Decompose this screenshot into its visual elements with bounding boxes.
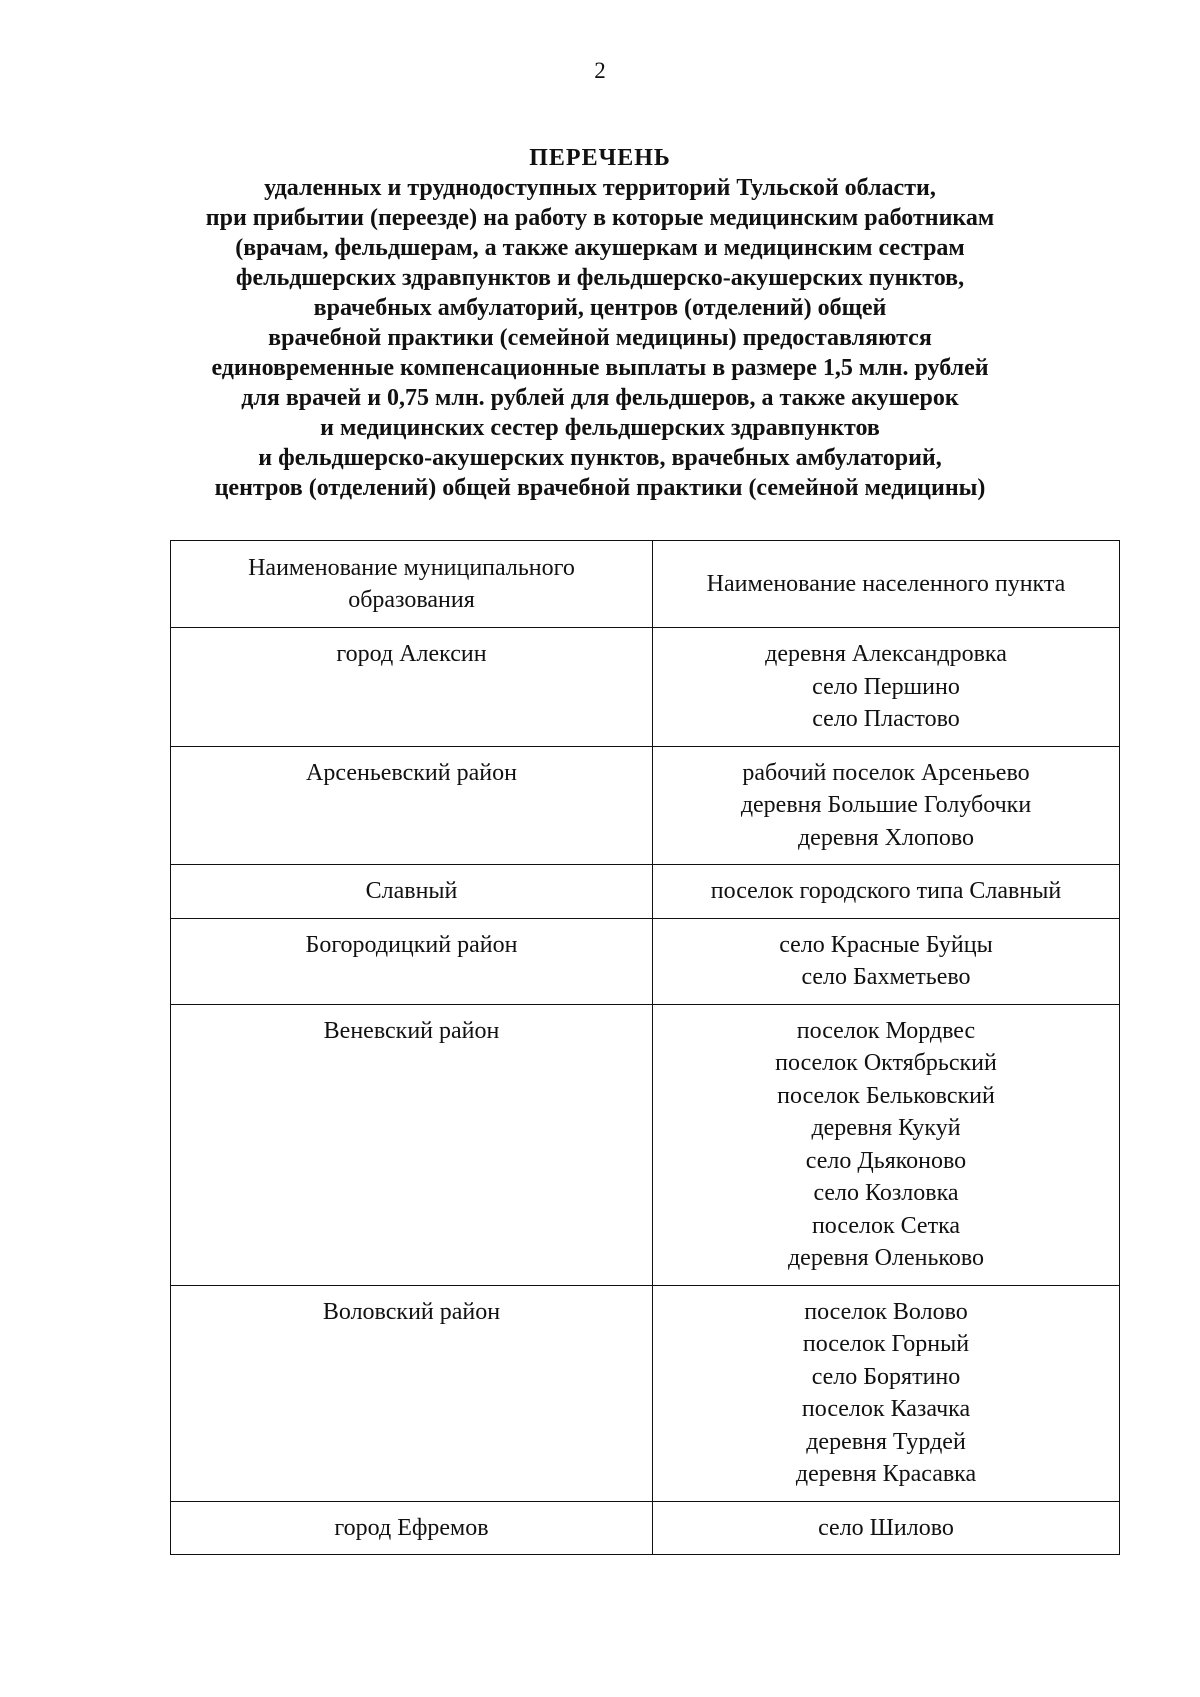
heading-title: ПЕРЕЧЕНЬ bbox=[529, 145, 671, 171]
heading-line: фельдшерских здравпунктов и фельдшерско-акушерских пунктов, bbox=[235, 265, 965, 291]
header-municipality-line: образования bbox=[348, 587, 475, 613]
table-row bbox=[171, 1501, 1120, 1555]
heading-line: и медицинских сестер фельдшерских здравпунктов bbox=[320, 415, 880, 441]
settlement-name: поселок Казачка bbox=[801, 1396, 971, 1422]
settlement-name: село Борятино bbox=[811, 1363, 961, 1390]
settlement-name: поселок Бельковский bbox=[777, 1082, 995, 1109]
settlement-name: село Бахметьево bbox=[801, 964, 971, 990]
heading-line: (врачам, фельдшерам, а также акушеркам и медицинским сестрам bbox=[235, 235, 965, 261]
table-row bbox=[171, 1004, 1120, 1285]
settlement-name: рабочий поселок Арсеньево bbox=[742, 759, 1030, 786]
municipality-name: Богородицкий район bbox=[305, 931, 518, 958]
settlement-name: деревня Красавка bbox=[795, 1461, 977, 1487]
municipality-name: Арсеньевский район bbox=[306, 759, 517, 786]
heading-line: и фельдшерско-акушерских пунктов, врачебных амбулаторий, bbox=[258, 445, 942, 471]
municipality-name: Воловский район bbox=[322, 1298, 501, 1325]
document-heading bbox=[100, 143, 1100, 503]
settlements-cell bbox=[653, 1285, 1120, 1501]
municipality-cell bbox=[171, 1285, 653, 1501]
heading-line: единовременные компенсационные выплаты в размере 1,5 млн. рублей bbox=[211, 355, 989, 381]
settlement-name: деревня Оленьково bbox=[787, 1245, 985, 1271]
municipality-name: город Ефремов bbox=[334, 1514, 489, 1541]
settlements-cell bbox=[653, 1501, 1120, 1555]
municipality-cell bbox=[171, 1501, 653, 1555]
settlement-name: поселок Сетка bbox=[811, 1212, 961, 1239]
heading-line: при прибытии (переезде) на работу в которые медицинским работникам bbox=[205, 205, 995, 231]
settlement-name: деревня Хлопово bbox=[797, 824, 975, 851]
heading-line: для врачей и 0,75 млн. рублей для фельдшеров, а также акушерок bbox=[241, 385, 959, 411]
territories-table bbox=[170, 540, 1120, 1555]
municipality-name: Веневский район bbox=[323, 1017, 500, 1044]
table-body bbox=[171, 628, 1120, 1555]
settlements-cell bbox=[653, 865, 1120, 919]
table-row bbox=[171, 628, 1120, 747]
header-municipality-line: Наименование муниципального bbox=[248, 554, 575, 581]
page-number: 2 bbox=[594, 58, 606, 83]
settlement-name: село Красные Буйцы bbox=[779, 931, 993, 958]
header-municipality bbox=[171, 541, 653, 628]
municipality-name: Славный bbox=[365, 878, 458, 904]
heading-line: центров (отделений) общей врачебной практики (семейной медицины) bbox=[214, 475, 986, 501]
municipality-cell bbox=[171, 918, 653, 1004]
municipality-cell bbox=[171, 628, 653, 747]
settlement-name: село Першино bbox=[812, 673, 960, 700]
table-header-row bbox=[171, 541, 1120, 628]
settlement-name: село Шилово bbox=[818, 1514, 954, 1541]
settlement-name: деревня Александровка bbox=[765, 641, 1007, 667]
settlement-name: поселок Октябрьский bbox=[775, 1050, 997, 1076]
settlement-name: поселок Волово bbox=[804, 1298, 968, 1325]
municipality-name: город Алексин bbox=[336, 641, 487, 667]
table-row bbox=[171, 1285, 1120, 1501]
settlements-cell bbox=[653, 918, 1120, 1004]
municipality-cell bbox=[171, 865, 653, 919]
settlements-cell bbox=[653, 746, 1120, 865]
table-row bbox=[171, 865, 1120, 919]
municipality-cell bbox=[171, 746, 653, 865]
header-settlement: Наименование населенного пункта bbox=[653, 541, 1120, 628]
settlement-name: деревня Кукуй bbox=[811, 1115, 961, 1141]
heading-line: врачебной практики (семейной медицины) предоставляются bbox=[268, 325, 932, 351]
heading-line: удаленных и труднодоступных территорий Тульской области, bbox=[264, 175, 936, 201]
settlement-name: деревня Большие Голубочки bbox=[740, 792, 1032, 818]
settlement-name: деревня Турдей bbox=[806, 1428, 966, 1455]
settlements-cell bbox=[653, 1004, 1120, 1285]
settlement-name: поселок Горный bbox=[802, 1331, 970, 1357]
table-row bbox=[171, 746, 1120, 865]
settlement-name: поселок Мордвес bbox=[796, 1017, 976, 1044]
table-row bbox=[171, 918, 1120, 1004]
settlement-name: село Дьяконово bbox=[805, 1147, 967, 1174]
settlements-cell bbox=[653, 628, 1120, 747]
municipality-cell bbox=[171, 1004, 653, 1285]
settlement-name: село Козловка bbox=[813, 1180, 959, 1206]
settlement-name: поселок городского типа Славный bbox=[710, 878, 1062, 904]
settlement-name: село Пластово bbox=[812, 706, 960, 732]
heading-line: врачебных амбулаторий, центров (отделений) общей bbox=[313, 295, 887, 321]
